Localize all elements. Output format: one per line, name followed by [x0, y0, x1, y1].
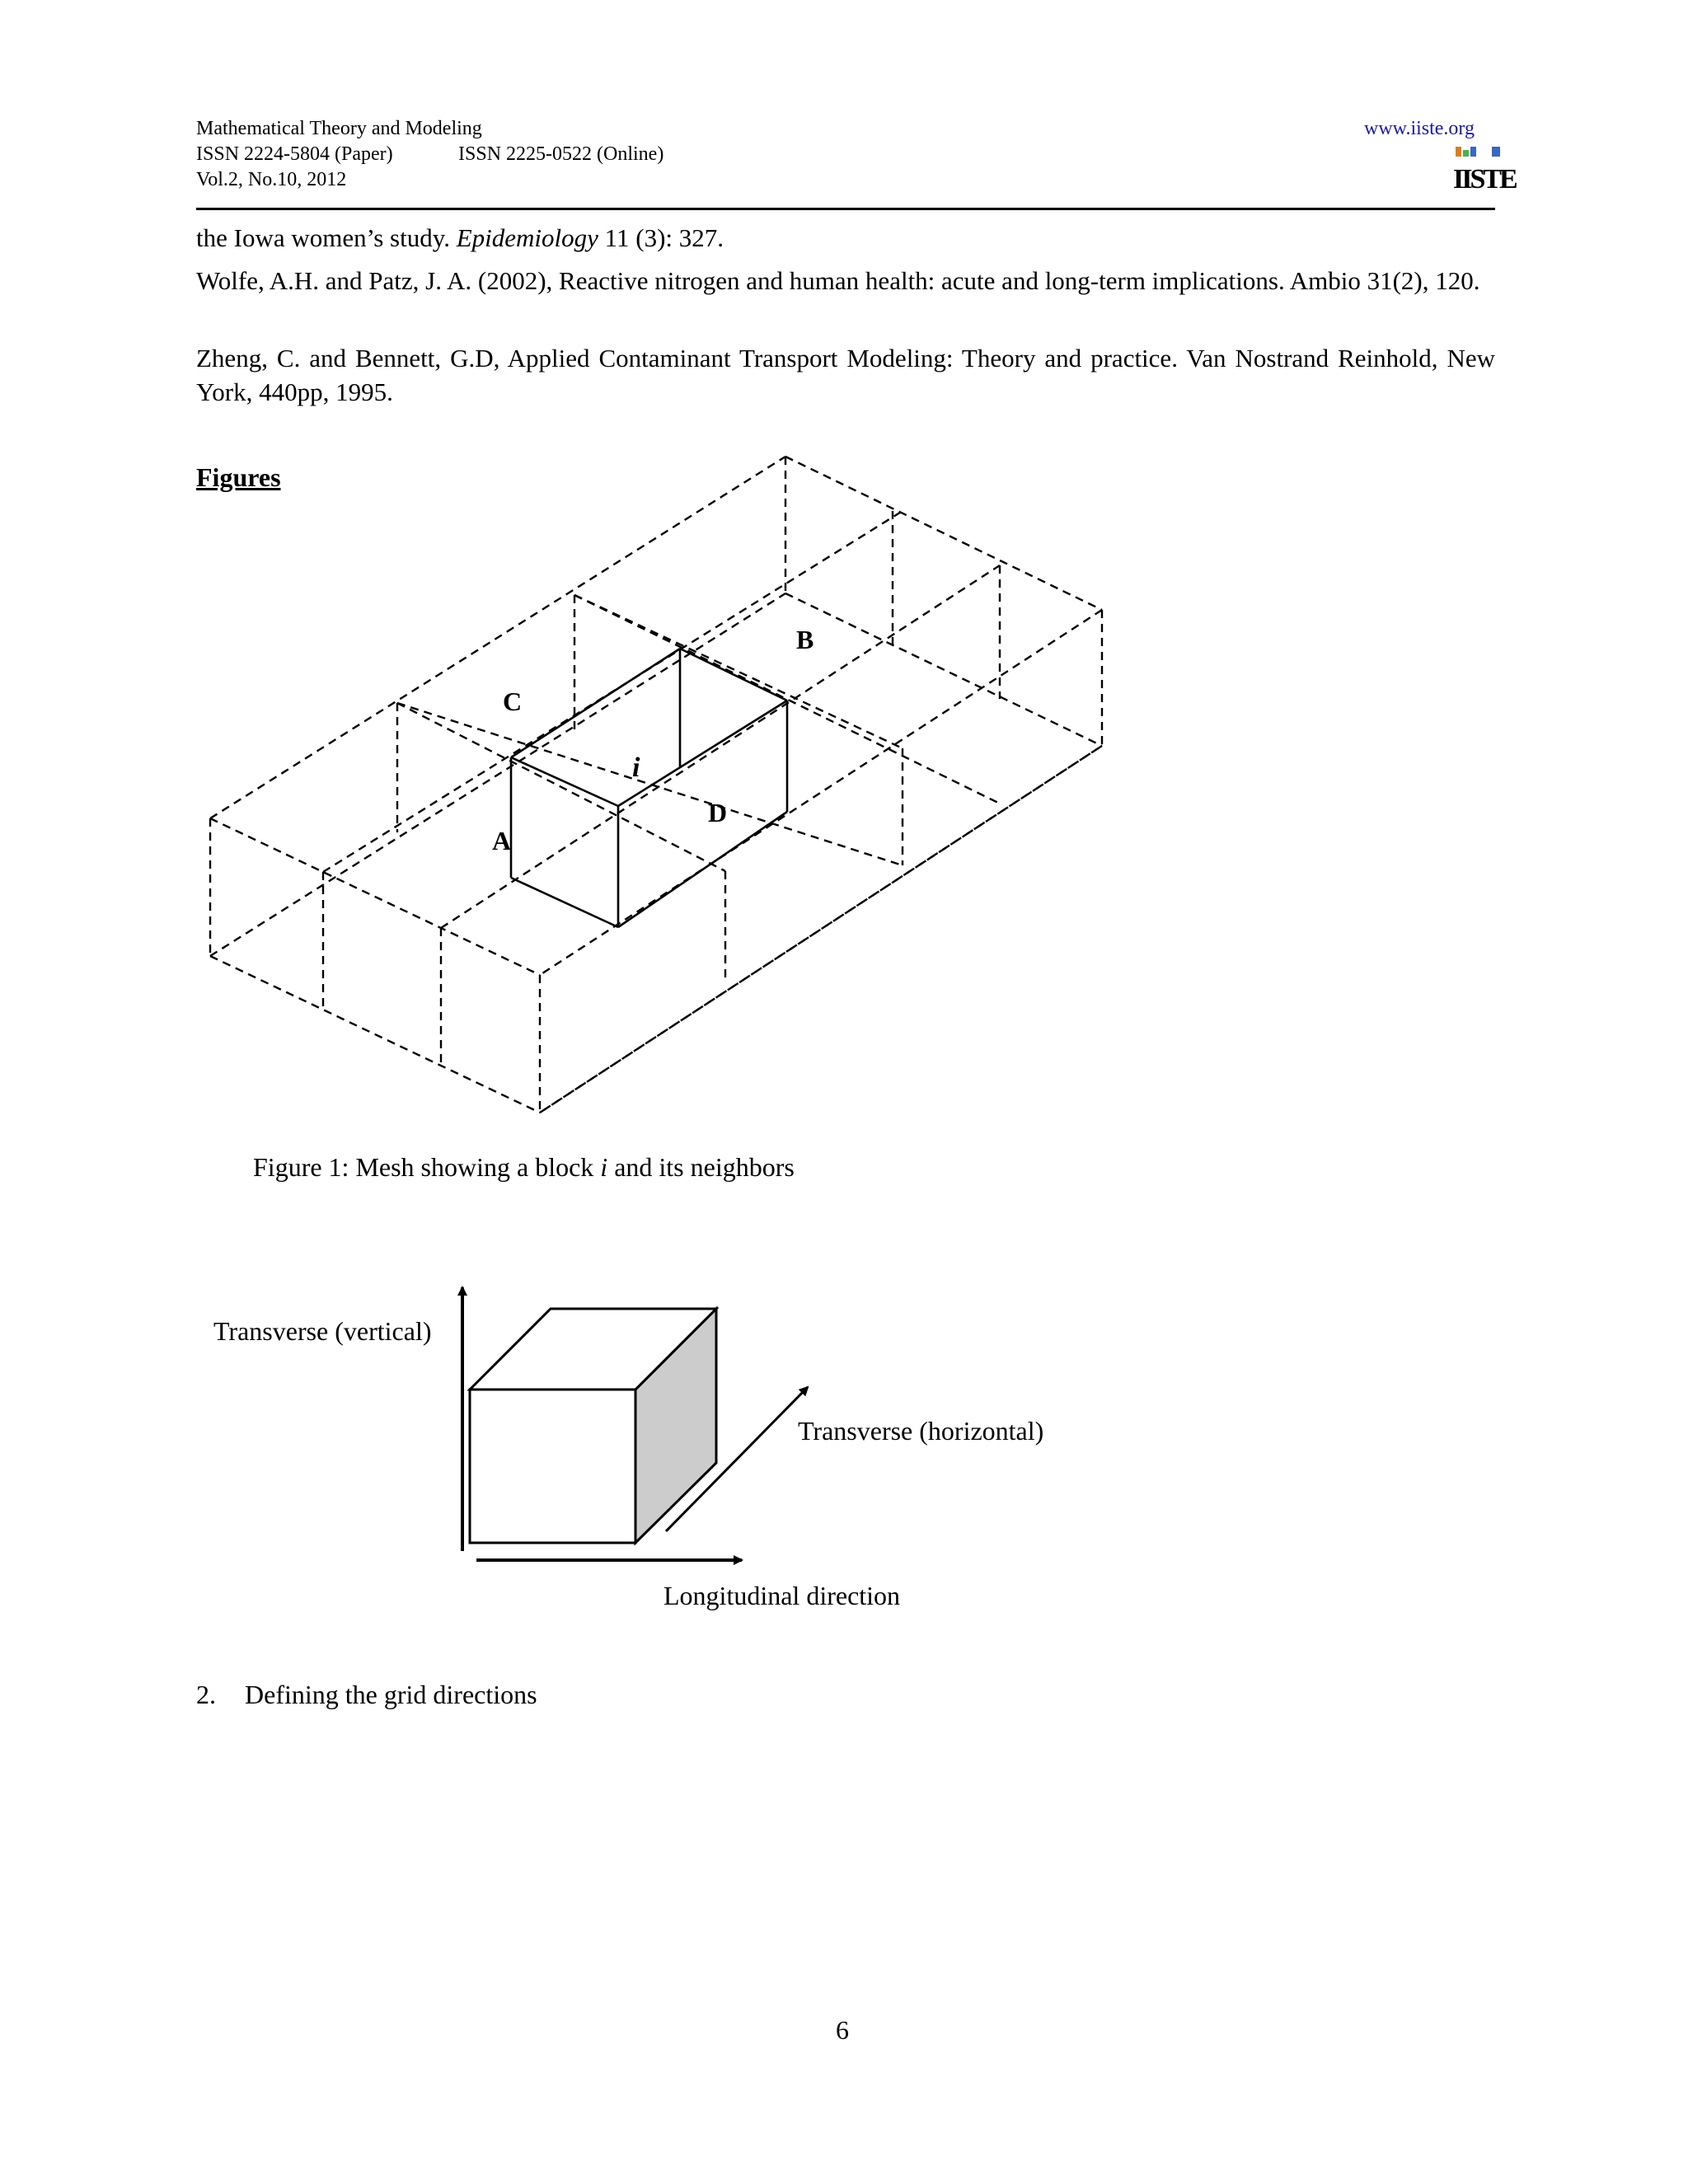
- figure-2-caption: Defining the grid directions: [245, 1680, 537, 1709]
- cube-shape: [470, 1309, 716, 1543]
- figure-1-caption: [253, 1152, 795, 1183]
- page-number: 6: [836, 2015, 849, 2045]
- journal-title: Mathematical Theory and Modeling: [196, 118, 482, 139]
- issn-paper: ISSN 2224-5804 (Paper): [196, 143, 393, 165]
- issn-online: ISSN 2225-0522 (Online): [458, 143, 664, 165]
- logo-text: IISTE: [1453, 164, 1516, 194]
- neighbor-label-c: C: [503, 687, 523, 716]
- transverse-horizontal-label: Transverse (horizontal): [798, 1416, 1044, 1446]
- volume-info: Vol.2, No.10, 2012: [196, 169, 347, 190]
- neighbor-label-d: D: [708, 798, 728, 827]
- reference-1-end: 11 (3): 327.: [598, 223, 724, 252]
- figure-1-caption-italic: i: [600, 1152, 608, 1182]
- figure-2-caption-number: 2.: [196, 1680, 216, 1709]
- reference-1-text: the Iowa women’s study.: [196, 223, 457, 252]
- journal-url-link[interactable]: www.iiste.org: [1364, 118, 1475, 139]
- neighbor-label-a: A: [492, 826, 512, 855]
- reference-3: Zheng, C. and Bennett, G.D, Applied Contaminant Transport Modeling: Theory and practice. Van Nostrand Reinhold, New York, 440pp, 1995.: [196, 344, 1495, 406]
- longitudinal-label: Longitudinal direction: [663, 1581, 901, 1610]
- figures-heading: Figures: [196, 462, 281, 492]
- neighbor-label-b: B: [796, 625, 814, 654]
- transverse-vertical-label: Transverse (vertical): [213, 1316, 432, 1346]
- reference-2: Wolfe, A.H. and Patz, J. A. (2002), Reactive nitrogen and human health: acute and long-term implications. Ambio 31(2), 120.: [196, 266, 1480, 295]
- figure-1-caption-prefix: Figure 1: Mesh showing a block: [253, 1152, 601, 1182]
- block-label-i: i: [632, 752, 640, 783]
- figure-1-caption-suffix: and its neighbors: [607, 1152, 795, 1182]
- reference-1-journal: Epidemiology: [456, 223, 598, 252]
